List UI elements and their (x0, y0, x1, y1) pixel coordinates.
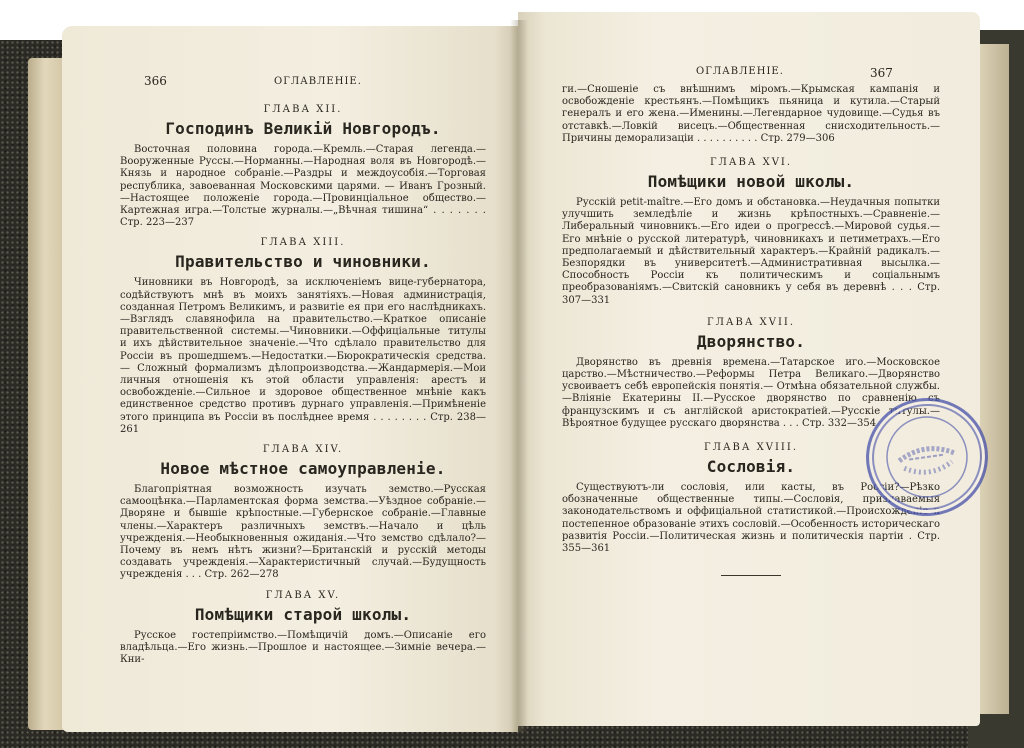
chapter-number: ГЛАВА XIII. (260, 237, 346, 249)
chapter-number: ГЛАВА XVII. (706, 316, 796, 328)
chapter-block (120, 590, 486, 667)
page-number: 367 (870, 66, 893, 80)
chapter-block (120, 237, 486, 436)
book-gutter (510, 20, 528, 732)
running-head: ОГЛАВЛЕНІЕ. (696, 66, 784, 77)
chapter-contents: Существуютъ-ли сословія, или касты, въ Россіи?—Рѣзко обозначенные общественные типы.—Сословія, признаваемыя законодательствомъ и оффиціальной статистикой.—Происхожденіе и постепенное образованіе этихъ сословій.—Особенность историческаго развитія Россіи.—Политическая жизнь и политическія партіи . Стр. 355—361 (562, 482, 940, 555)
library-stamp (858, 390, 995, 524)
left-page (62, 26, 518, 732)
chapter-title: Господинъ Великій Новгородъ. (165, 119, 441, 138)
chapter-title: Правительство и чиновники. (175, 252, 431, 272)
chapter-title: Помѣщики старой школы. (194, 604, 412, 624)
page-edges-right (975, 44, 1009, 714)
chapter-block (120, 444, 486, 582)
stamp-icon (862, 393, 992, 520)
chapter-contents-continued: ги.—Сношеніе съ внѣшнимъ міромъ.—Крымская кампанія и освобожденіе крестьянъ.—Помѣщикъ пьяница и кутила.—Старый генералъ и его жена.—Именины.—Легендарное чудовище.—Судья въ отставкѣ.—Ловкій висецъ.—Общественная снисходительность.—Причины деморализаціи . . . . . . . . . . Стр. 279—306 (562, 84, 940, 144)
right-page (518, 12, 980, 726)
chapter-number: ГЛАВА XV. (265, 589, 341, 601)
chapter-title: Сословія. (706, 457, 796, 477)
chapter-title: Помѣщики новой школы. (647, 172, 855, 192)
chapter-number: ГЛАВА XVI. (709, 157, 793, 169)
chapter-contents: Дворянство въ древнія времена.—Татарское иго.—Московское царство.—Мѣстничество.—Реформы Петра Великаго.—Дворянство усвоиваетъ себѣ европейскія понятія.— Отмѣна обязательной службы.—Вліяніе Екатерины II.—Русское дворянство по сравненію съ французскимъ и съ англійской аристократіей.—Русскіе титулы.—Вѣроятное будущее русскаго дворянства . . . Стр. 332—354 (562, 356, 940, 429)
chapter-block (562, 157, 940, 307)
chapter-contents: Благопріятная возможность изучать земство.—Русская самооцѣнка.—Парламентская форма земства.—Уѣздное собраніе.—Дворяне и бывшіе крѣпостные.—Губернское собраніе.—Главные члены.—Характеръ различныхъ земствъ.—Начало и цѣль учрежденія.—Необыкновенныя ожиданія.—Что земство сдѣлало?—Почему въ немъ нѣтъ жизни?—Британскій и русскій методы создавать учрежденія.—Характеристичный случай.—Будущность учрежденія . . . Стр. 262—278 (120, 484, 486, 581)
running-head: ОГЛАВЛЕНІЕ. (274, 76, 362, 87)
page-number: 366 (144, 74, 167, 88)
chapter-number: ГЛАВА XII. (263, 104, 343, 115)
chapter-number: ГЛАВА XVIII. (703, 442, 798, 454)
end-rule (721, 575, 781, 576)
chapter-block (120, 104, 486, 229)
left-column (120, 100, 486, 668)
chapter-contents: Восточная половина города.—Кремль.—Старая легенда.—Вооруженные Руссы.—Норманны.—Народная воля въ Новгородѣ.—Князь и народное собраніе.—Раздры и междоусобія.—Торговая республика, завоеванная Московскими царями. — Иванъ Грозный. —Настоящее положеніе города.—Провинціальное общество.—Картежная игра.—Толстые журналы.—„Вѣчная тишина“ . . . . . . . Стр. 223—237 (120, 144, 486, 229)
chapter-contents: Чиновники въ Новгородѣ, за исключеніемъ вице-губернатора, содѣйствуютъ мнѣ въ моихъ занятіяхъ.—Новая администрація, созданная Петромъ Великимъ, и развитіе ея при его наслѣдникахъ.—Взглядъ славянофила на правительство.—Краткое описаніе правительственной системы.—Чиновники.—Оффиціальные титулы и ихъ дѣйствительное значеніе.—Что сдѣлало правительство для Россіи въ прошедшемъ.—Недостатки.—Бюрократическія средства. — Сложный формализмъ дѣлопроизводства.—Жандармерія.—Мои личныя отношенія къ этой области управленія: арестъ и освобожденіе.—Сильное и здоровое общественное мнѣніе какъ единственное средство противъ дурнаго управленія.—Примѣненіе этого принципа въ Россіи въ послѣднее время . . . . . . . . Стр. 238—261 (120, 277, 486, 435)
chapter-number: ГЛАВА XIV. (262, 444, 344, 456)
chapter-contents: Русское гостепріимство.—Помѣщичій домъ.—Описаніе его владѣльца.—Его жизнь.—Прошлое и настоящее.—Зимніе вечера.—Кни- (120, 629, 486, 666)
chapter-title: Новое мѣстное самоуправленіе. (160, 459, 446, 479)
chapter-title: Дворянство. (696, 331, 806, 351)
chapter-contents: Русскій petit-maître.—Его домъ и обстановка.—Неудачныя попытки улучшить земледѣліе и жизнь крѣпостныхъ.—Сравненіе.—Либеральный чиновникъ.—Его идеи о прогрессѣ.—Мировой судья.—Его мнѣніе о русской литературѣ, чиновникахъ и петиметрахъ.—Его предполагаемый и дѣйствительный характеръ.—Крайній радикалъ.—Безпорядки въ университетѣ.—Административная высылка.—Способность Россіи къ политическимъ и соціальнымъ преобразованіямъ.—Свитскій сановникъ у себя въ деревнѣ . . . Стр. 307—331 (562, 197, 940, 306)
